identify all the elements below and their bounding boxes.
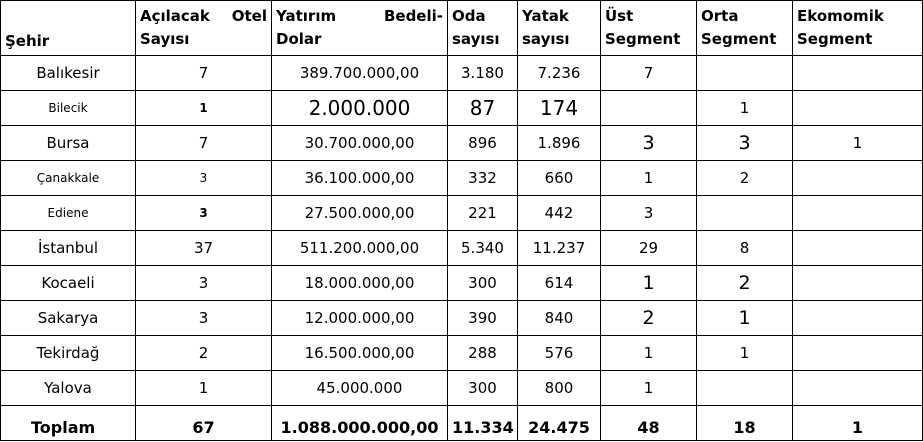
cell-upper: 1 — [601, 161, 697, 196]
cell-city: Bilecik — [1, 91, 136, 126]
cell-investment: 30.700.000,00 — [272, 126, 448, 161]
cell-city: Çanakkale — [1, 161, 136, 196]
cell-middle: 2 — [697, 266, 793, 301]
cell-upper: 3 — [601, 126, 697, 161]
cell-investment: 2.000.000 — [272, 91, 448, 126]
cell-rooms: 300 — [448, 371, 518, 406]
table-row — [1, 301, 923, 336]
cell-middle: 1 — [697, 336, 793, 371]
cell-beds: 442 — [518, 196, 601, 231]
cell-upper — [601, 91, 697, 126]
cell-rooms: 896 — [448, 126, 518, 161]
column-header-economic-segment: Ekomomik Segment — [793, 1, 923, 56]
column-header-rooms: Oda sayısı — [448, 1, 518, 56]
column-header-hotels: Açılacak Otel Sayısı — [136, 1, 272, 56]
table-row — [1, 126, 923, 161]
cell-upper: 1 — [601, 266, 697, 301]
cell-hotels: 2 — [136, 336, 272, 371]
cell-rooms: 87 — [448, 91, 518, 126]
cell-city: Kocaeli — [1, 266, 136, 301]
cell-upper: 7 — [601, 56, 697, 91]
table-total-row — [1, 406, 923, 441]
cell-hotels: 37 — [136, 231, 272, 266]
total-upper: 48 — [601, 406, 697, 441]
cell-hotels: 3 — [136, 266, 272, 301]
cell-middle: 8 — [697, 231, 793, 266]
cell-hotels: 1 — [136, 371, 272, 406]
cell-investment: 511.200.000,00 — [272, 231, 448, 266]
cell-beds: 800 — [518, 371, 601, 406]
cell-economic — [793, 161, 923, 196]
cell-rooms: 3.180 — [448, 56, 518, 91]
cell-middle: 3 — [697, 126, 793, 161]
cell-economic — [793, 196, 923, 231]
cell-city: Sakarya — [1, 301, 136, 336]
column-header-beds: Yatak sayısı — [518, 1, 601, 56]
cell-investment: 18.000.000,00 — [272, 266, 448, 301]
cell-economic — [793, 56, 923, 91]
cell-rooms: 221 — [448, 196, 518, 231]
cell-beds: 7.236 — [518, 56, 601, 91]
table-row — [1, 91, 923, 126]
cell-beds: 576 — [518, 336, 601, 371]
cell-middle — [697, 371, 793, 406]
cell-city: İstanbul — [1, 231, 136, 266]
table-row — [1, 336, 923, 371]
cell-rooms: 390 — [448, 301, 518, 336]
cell-upper: 29 — [601, 231, 697, 266]
table-row — [1, 161, 923, 196]
total-investment: 1.088.000.000,00 — [272, 406, 448, 441]
cell-city: Tekirdağ — [1, 336, 136, 371]
cell-economic — [793, 336, 923, 371]
column-header-middle-segment: Orta Segment — [697, 1, 793, 56]
table-row — [1, 56, 923, 91]
cell-upper: 1 — [601, 371, 697, 406]
total-economic: 1 — [793, 406, 923, 441]
cell-city: Bursa — [1, 126, 136, 161]
column-header-city: Şehir — [1, 1, 136, 56]
cell-investment: 36.100.000,00 — [272, 161, 448, 196]
cell-beds: 174 — [518, 91, 601, 126]
cell-city: Balıkesir — [1, 56, 136, 91]
cell-investment: 389.700.000,00 — [272, 56, 448, 91]
cell-upper: 2 — [601, 301, 697, 336]
cell-hotels: 3 — [136, 196, 272, 231]
cell-investment: 16.500.000,00 — [272, 336, 448, 371]
cell-beds: 840 — [518, 301, 601, 336]
total-beds: 24.475 — [518, 406, 601, 441]
cell-middle: 2 — [697, 161, 793, 196]
cell-hotels: 3 — [136, 301, 272, 336]
cell-hotels: 7 — [136, 126, 272, 161]
cell-hotels: 1 — [136, 91, 272, 126]
table-row — [1, 231, 923, 266]
cell-economic — [793, 301, 923, 336]
cell-rooms: 288 — [448, 336, 518, 371]
cell-economic — [793, 266, 923, 301]
cell-middle — [697, 196, 793, 231]
cell-investment: 12.000.000,00 — [272, 301, 448, 336]
cell-economic: 1 — [793, 126, 923, 161]
cell-beds: 660 — [518, 161, 601, 196]
total-middle: 18 — [697, 406, 793, 441]
table-row — [1, 371, 923, 406]
cell-rooms: 332 — [448, 161, 518, 196]
cell-economic — [793, 91, 923, 126]
cell-investment: 45.000.000 — [272, 371, 448, 406]
table-row — [1, 266, 923, 301]
cell-beds: 1.896 — [518, 126, 601, 161]
total-label: Toplam — [1, 406, 136, 441]
cell-economic — [793, 231, 923, 266]
column-header-investment: Yatırım Bedeli-Dolar — [272, 1, 448, 56]
total-hotels: 67 — [136, 406, 272, 441]
cell-middle: 1 — [697, 301, 793, 336]
cell-city: Yalova — [1, 371, 136, 406]
cell-investment: 27.500.000,00 — [272, 196, 448, 231]
cell-upper: 3 — [601, 196, 697, 231]
total-rooms: 11.334 — [448, 406, 518, 441]
cell-middle — [697, 56, 793, 91]
cell-rooms: 300 — [448, 266, 518, 301]
cell-rooms: 5.340 — [448, 231, 518, 266]
column-header-upper-segment: Üst Segment — [601, 1, 697, 56]
table-header-row — [1, 1, 923, 56]
cell-beds: 614 — [518, 266, 601, 301]
cell-hotels: 7 — [136, 56, 272, 91]
cell-city: Ediene — [1, 196, 136, 231]
cell-upper: 1 — [601, 336, 697, 371]
cell-middle: 1 — [697, 91, 793, 126]
cell-hotels: 3 — [136, 161, 272, 196]
cell-economic — [793, 371, 923, 406]
cell-beds: 11.237 — [518, 231, 601, 266]
table-row — [1, 196, 923, 231]
